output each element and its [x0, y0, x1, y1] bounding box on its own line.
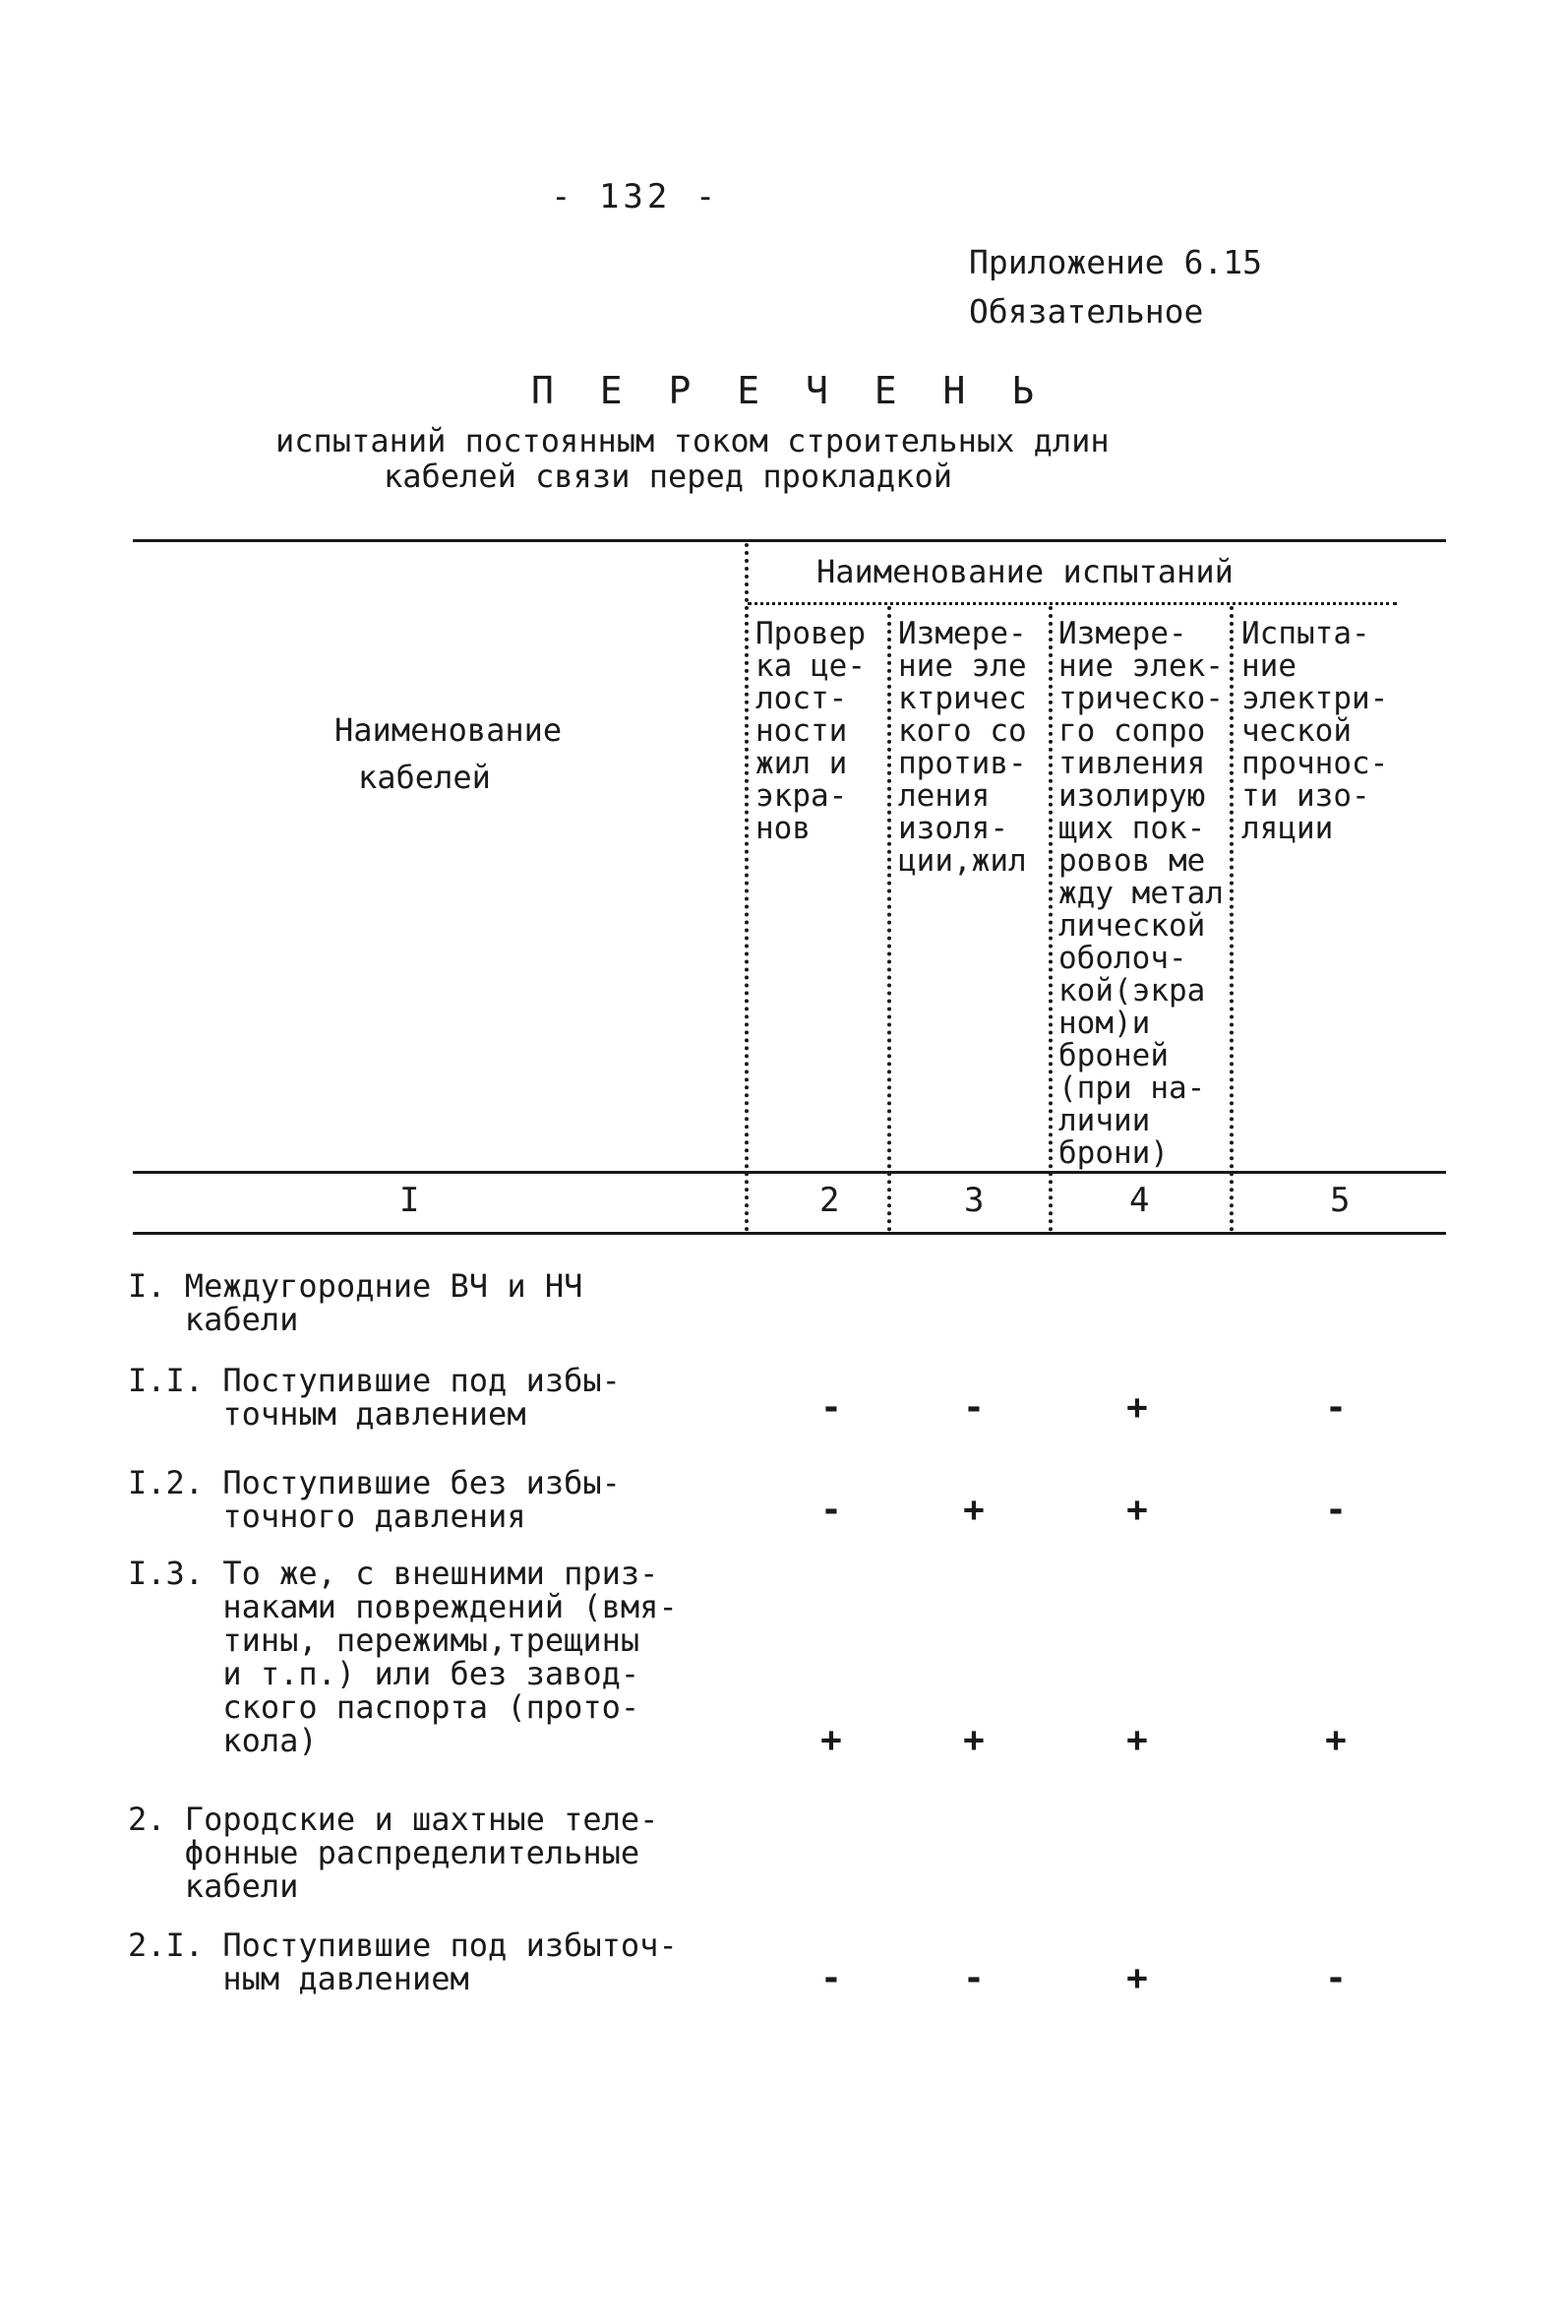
- table-row-label: 2.I. Поступившие под избыточ- ным давлением: [128, 1926, 678, 1997]
- subtitle-line: кабелей связи перед прокладкой: [384, 458, 952, 495]
- column-separator: [1049, 606, 1053, 1232]
- table-row-label: I. Междугородние ВЧ и НЧ кабели: [128, 1267, 583, 1338]
- column-numbers-rule: [133, 1232, 1446, 1235]
- column-header-insulation-resistance: Измере- ние эле ктричес кого со против- ления изоля- ции,жил: [898, 616, 1027, 879]
- test-mark: +: [1126, 1387, 1148, 1428]
- header-bottom-rule: [133, 1171, 1446, 1174]
- column-separator: [745, 543, 749, 1232]
- column-number: 2: [819, 1181, 840, 1220]
- appendix-block: [969, 238, 1262, 336]
- test-mark: -: [1325, 1490, 1347, 1530]
- table-row-label: 2. Городские и шахтные теле- фонные распределительные кабели: [128, 1801, 659, 1905]
- test-mark: -: [1325, 1958, 1347, 1998]
- appendix-label: Приложение 6.15: [969, 243, 1263, 281]
- test-mark: -: [820, 1958, 842, 1998]
- subtitle-line: испытаний постоянным током строительных длин: [275, 422, 1110, 459]
- test-mark: -: [963, 1958, 985, 1998]
- test-mark: -: [820, 1387, 842, 1428]
- column-separator: [887, 606, 891, 1232]
- column-separator: [1230, 606, 1234, 1232]
- column-number: 3: [964, 1181, 985, 1220]
- column-number: 5: [1330, 1181, 1351, 1220]
- test-mark: +: [1126, 1958, 1148, 1998]
- test-mark: +: [820, 1720, 842, 1760]
- column-header-covering-resistance: Измере- ние элек- трическо- го сопро тивления изолирую щих пок- ровов ме жду метал лической оболоч- кой(экра ном)и броней (при на- личии брони): [1058, 616, 1224, 1171]
- column-number: I: [399, 1181, 420, 1220]
- document-subtitle: [275, 423, 1220, 494]
- table-row-label: I.3. То же, с внешними приз- наками повреждений (вмя- тины, пережимы,трещины и т.п.) или без завод- ского паспорта (прото- кола): [128, 1555, 678, 1759]
- test-mark: -: [1325, 1387, 1347, 1428]
- test-mark: +: [963, 1720, 985, 1760]
- table-row-label: I.I. Поступившие под избы- точным давлением: [128, 1362, 621, 1433]
- appendix-status: Обязательное: [969, 292, 1204, 331]
- group-header-rule: [748, 602, 1397, 605]
- cable-name-header-line: Наименование: [334, 711, 563, 749]
- tests-group-header: Наименование испытаний: [816, 553, 1234, 590]
- document-title: П Е Р Е Ч Е Н Ь: [531, 369, 1047, 412]
- column-number: 4: [1129, 1181, 1150, 1220]
- test-mark: +: [1126, 1490, 1148, 1530]
- test-mark: -: [820, 1490, 842, 1530]
- column-header-dielectric-strength: Испыта- ние электри- ческой прочнос- ти изо- ляции: [1241, 616, 1389, 846]
- table-top-rule: [133, 539, 1446, 542]
- test-mark: +: [1325, 1720, 1347, 1760]
- test-mark: -: [963, 1387, 985, 1428]
- test-mark: +: [963, 1490, 985, 1530]
- cable-name-header-line: кабелей: [358, 759, 491, 796]
- page-number: - 132 -: [551, 177, 720, 216]
- table-row-label: I.2. Поступившие без избы- точного давления: [128, 1464, 621, 1535]
- cable-name-header: [334, 706, 562, 801]
- column-header-continuity: Провер ка це- лост- ности жил и экра- нов: [755, 616, 866, 846]
- test-mark: +: [1126, 1720, 1148, 1760]
